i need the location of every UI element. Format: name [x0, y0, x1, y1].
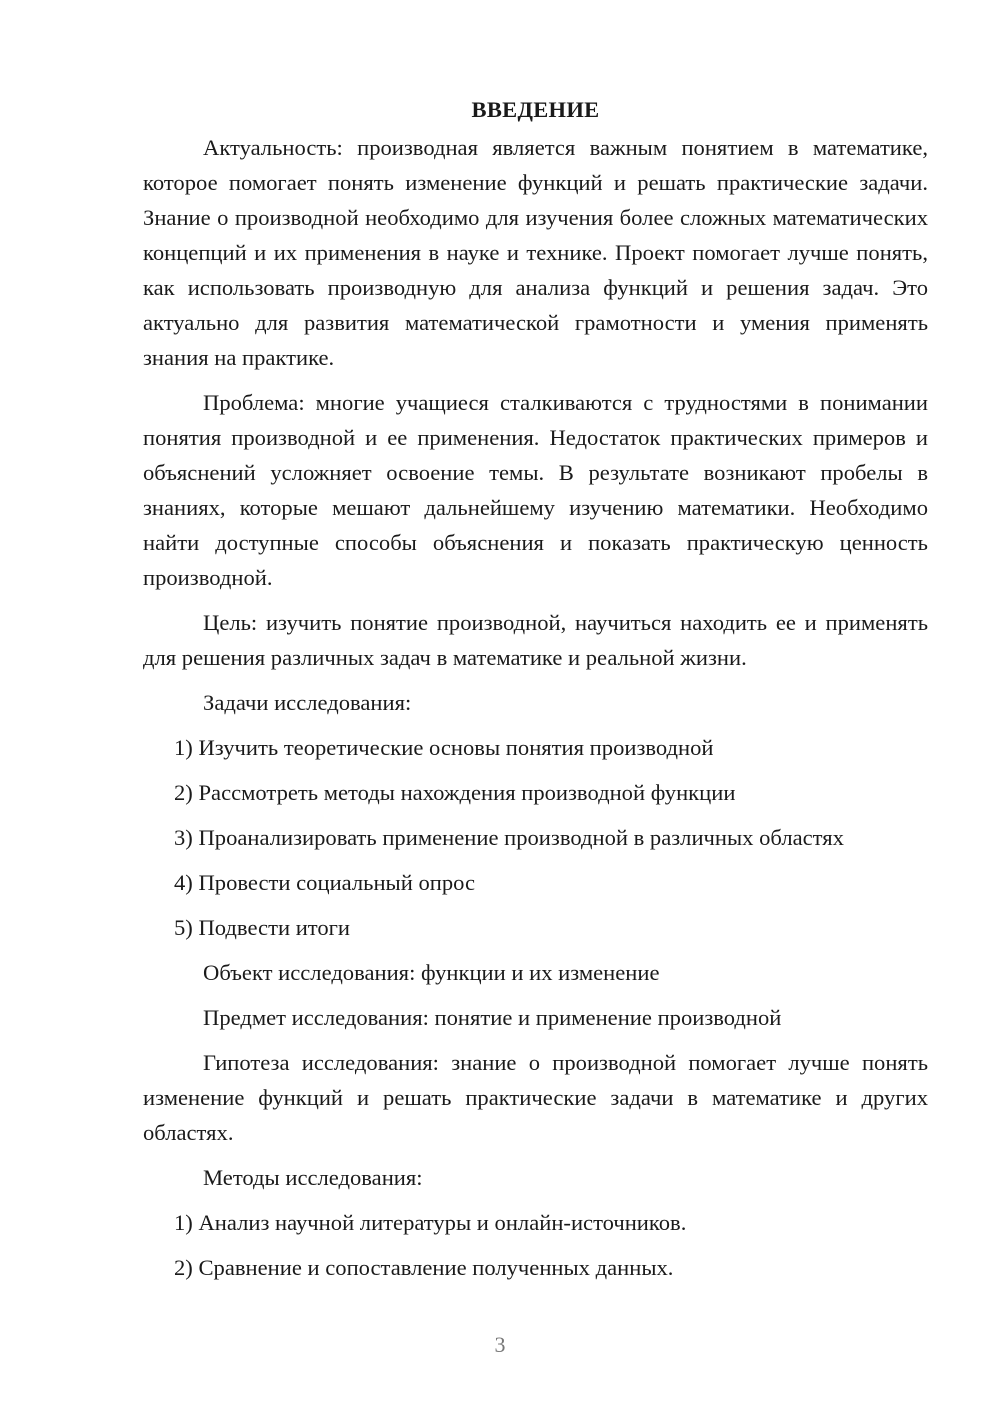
task-item: 4) Провести социальный опрос: [174, 870, 476, 895]
page-content: [143, 92, 928, 1295]
method-item: 2) Сравнение и сопоставление полученных данных.: [174, 1255, 674, 1280]
section-heading: ВВЕДЕНИЕ: [471, 97, 600, 122]
relevance-paragraph: Актуальность: производная является важным понятием в математике, которое помогает понять изменение функций и решать практические задачи. Знание о производной необходимо для изучения более сложных математических концепций и их применения в науке и технике. Проект помогает лучше понять, как использовать производную для анализа функций и решения задач. Это актуально для развития математической грамотности и умения применять знания на практике.: [143, 135, 928, 370]
page-number: 3: [494, 1332, 506, 1357]
methods-title: Методы исследования:: [203, 1165, 423, 1190]
tasks-title: Задачи исследования:: [203, 690, 412, 715]
task-item: 2) Рассмотреть методы нахождения производной функции: [174, 780, 736, 805]
task-item: 3) Проанализировать применение производной в различных областях: [174, 825, 844, 850]
task-item: 1) Изучить теоретические основы понятия производной: [174, 735, 714, 760]
method-item: 1) Анализ научной литературы и онлайн-источников.: [174, 1210, 687, 1235]
research-subject: Предмет исследования: понятие и применение производной: [203, 1005, 782, 1030]
problem-paragraph: Проблема: многие учащиеся сталкиваются с трудностями в понимании понятия производной и ее применения. Недостаток практических примеров и объяснений усложняет освоение темы. В результате возникают пробелы в знаниях, которые мешают дальнейшему изучению математики. Необходимо найти доступные способы объяснения и показать практическую ценность производной.: [143, 390, 928, 590]
hypothesis-paragraph: Гипотеза исследования: знание о производной помогает лучше понять изменение функций и решать практические задачи в математике и других областях.: [143, 1050, 928, 1145]
task-item: 5) Подвести итоги: [174, 915, 351, 940]
research-object: Объект исследования: функции и их изменение: [203, 960, 660, 985]
goal-paragraph: Цель: изучить понятие производной, научиться находить ее и применять для решения различных задач в математике и реальной жизни.: [143, 610, 928, 670]
